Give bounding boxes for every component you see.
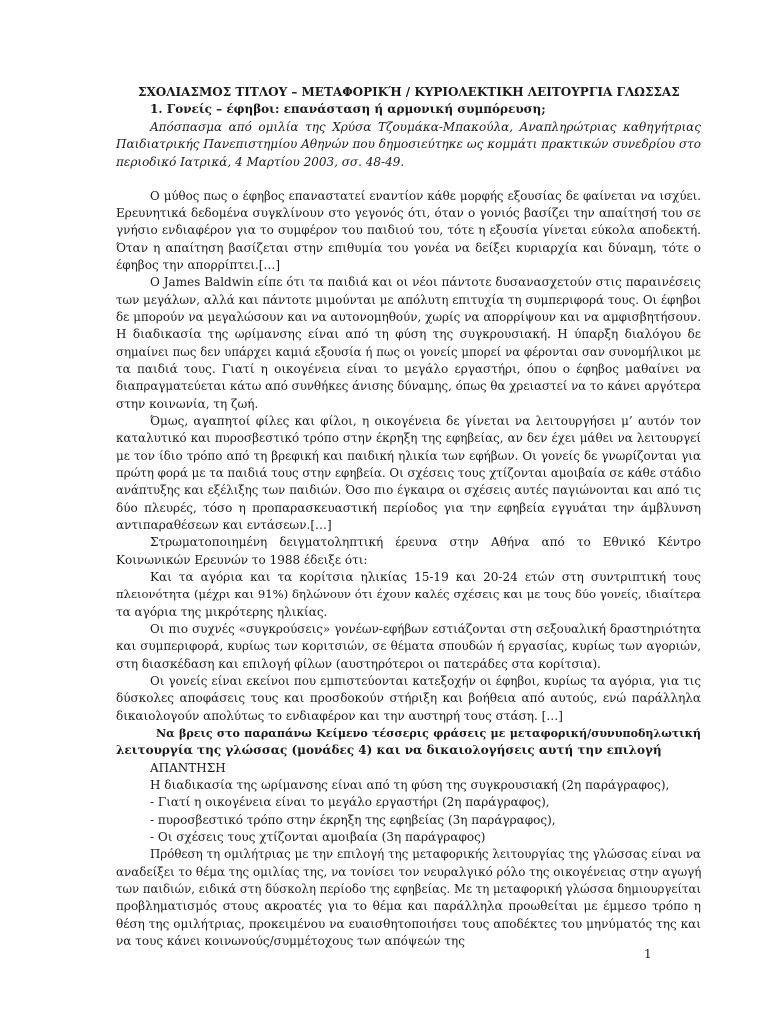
body-line: Οι πιο συχνές «συγκρούσεις» γονέων-εφήβων εστιάζονται στη σεξουαλική δραστηριότητα — [150, 622, 701, 636]
body-line: με τον ίδιο τρόπο από τη βρεφική και παιδική ηλικία των εφήβων. Οι γονείς δε γνωρίζονται για — [116, 449, 701, 463]
body-line: σημαίνει πως δεν υπάρχει καμιά εξουσία ή πως οι γονείς μπορεί να φέρονται σαν συνομήλικοι με — [116, 345, 701, 359]
body-line: Οι γονείς είναι εκείνοι που εμπιστεύονται κατεξοχήν οι έφηβοι, κυρίως τα αγόρια, για τις — [150, 674, 701, 688]
body-line: Ο James Baldwin είπε ότι τα παιδιά και οι νέοι πάντοτε δυσανασχετούν στις παραινέσεις — [150, 275, 701, 289]
body-line: Ο μύθος πως ο έφηβος επαναστατεί εναντίον κάθε μορφής εξουσίας δε φαίνεται να ισχύει. — [150, 189, 701, 203]
task-line: λειτουργία της γλώσσας (μονάδες 4) και να δικαιολογήσεις αυτή την επιλογή — [116, 743, 662, 757]
heading: ΣΧΟΛΙΑΣΜΟΣ ΤΙΤΛΟΥ – ΜΕΤΑΦΟΡΙΚΉ / ΚΥΡΙΟΛΕΚΤΙΚΗ ΛΕΙΤΟΥΡΓΙΑ ΓΛΩΣΣΑΣ — [138, 85, 680, 99]
body-line: καταλυτικό και πυροσβεστικό τρόπο στην έκρηξη της εφηβείας, αν δεν έχει μάθει να λειτουργεί — [116, 431, 701, 445]
body-line: Η διαδικασία της ωρίμανσης είναι από τη φύση της συγκρουσιακή. Η ύπαρξη διαλόγου δε — [116, 327, 701, 341]
answer-line: Πρόθεση τη ομιλήτριας με την επιλογή της μεταφορικής λειτουργίας της γλώσσας είναι να — [150, 847, 701, 861]
body-line: έφηβος την απορρίπτει.[…] — [116, 258, 281, 272]
body-line: των μεγάλων, αλλά και πάντοτε μιμούνται με απόλυτη επιτυχία τη συμπεριφορά τους. Οι έφηβοι — [116, 293, 701, 307]
answer-line: Η διαδικασία της ωρίμανσης είναι από τη φύση της συγκρουσιακή (2η παράγραφος), — [150, 778, 670, 792]
source-line: περιοδικό Ιατρικά, 4 Μαρτίου 2003, σσ. 48-49. — [116, 155, 405, 169]
body-line: στη διασκέδαση και επιλογή φίλων (αυστηρότεροι οι πατεράδες στα κορίτσια). — [116, 657, 601, 671]
answer-line: - Οι σχέσεις τους χτίζονται αμοιβαία (3η παράγραφος) — [150, 830, 486, 844]
task-line: Να βρεις στο παραπάνω Κείμενο τέσσερις φράσεις με μεταφορική/συνυποδηλωτική — [156, 727, 701, 740]
answer-line: - πυροσβεστικό τρόπο στην έκρηξη της εφηβείας (3η παράγραφος), — [150, 813, 556, 827]
body-line: πλειονότητα (μέχρι και 91%) δηλώνουν ότι έχουν καλές σχέσεις και με τους δύο γονείς, ιδιαίτερα — [116, 587, 701, 601]
body-line: Όταν η απαίτηση βασίζεται στην επιθυμία του γονέα να δείξει κυριαρχία και δύναμη, τότε ο — [116, 241, 701, 255]
body-line: και συμπεριφορά, κυρίως των κοριτσιών, σε θέματα σπουδών ή εργασίας, κυρίως των αγοριών, — [116, 639, 701, 653]
answer-line: θέση της ομιλήτριας, προκειμένου να ευαισθητοποιήσει τους αποδέκτες του μηνύματός της και — [116, 917, 701, 931]
body-line: διαπραγματεύεται κάτω από συνθήκες άνισης δύναμης, όπως θα χρειαστεί να το κάνει αργότερα — [116, 379, 701, 393]
source-line: Απόσπασμα από ομιλία της Χρύσα Τζουμάκα-Μπακούλα, Αναπληρώτριας καθηγήτριας — [150, 120, 701, 134]
body-line: ανάπτυξης και εξέλιξης των παιδιών. Όσο πιο έγκαιρα οι σχέσεις αυτές παγιώνονται και από τις — [116, 483, 701, 497]
source-line: Παιδιατρικής Πανεπιστημίου Αθηνών που δημοσιεύτηκε ως κομμάτι πρακτικών συνεδρίου στο — [116, 137, 701, 151]
body-line: γνήσιο ενδιαφέρον για το συμφέρον του παιδιού του, τότε η εξουσία γίνεται εύκολα αποδεκτή. — [116, 223, 701, 237]
body-line: δύσκολες αποφάσεις τους και προσδοκούν στήριξη και βοήθεια από αυτούς, ενώ παράλληλα — [116, 691, 701, 705]
body-line: στην κοινωνία, τη ζωή. — [116, 397, 259, 411]
body-line: πρώτη φορά με τα παιδιά τους στην εφηβεία. Οι σχέσεις τους χτίζονται αμοιβαία σε κάθε στάδιο — [116, 466, 701, 480]
body-line: δικαιολογούν απολύτως το ενδιαφέρον και την αυστηρή τους στάση. […] — [116, 709, 563, 723]
body-line: δε μπορούν να μεγαλώσουν και να αυτονομηθούν, χωρίς να απορρίψουν και να αμφισβητήσουν. — [116, 310, 701, 324]
body-line: Ερευνητικά δεδομένα συγκλίνουν στο γεγονός ότι, όταν ο γονιός βασίζει την απαίτησή του σε — [116, 206, 701, 220]
section-title: 1. Γονείς – έφηβοι: επανάσταση ή αρμονική συμπόρευση; — [150, 102, 546, 116]
answer-line: αναδείξει το θέμα της ομιλίας της, να τονίσει τον νευραλγικό ρόλο της οικογένειας στην αγωγή — [116, 865, 702, 879]
answer-line: - Γιατί η οικογένεια είναι το μεγάλο εργαστήρι (2η παράγραφος), — [150, 795, 550, 809]
answer-line: προβληματισμός στους ακροατές για το θέμα και παράλληλα προωθείται με έμμεσο τρόπο η — [116, 899, 701, 913]
body-line: δύο πλευρές, τόσο η προπαρασκευαστική περίοδος για την εφηβεία εγγυάται την άμβλυνση — [116, 501, 701, 515]
answer-line: των παιδιών, ειδικά στη δύσκολη περίοδο της εφηβείας. Με τη μεταφορική γλώσσα δημιουργείται — [116, 882, 701, 896]
body-line: Κοινωνικών Ερευνών το 1988 έδειξε ότι: — [116, 553, 368, 567]
body-line: Και τα αγόρια και τα κορίτσια ηλικίας 15-19 και 20-24 ετών στη συντριπτική τους — [150, 570, 701, 584]
page-number: 1 — [644, 947, 652, 961]
body-line: Όμως, αγαπητοί φίλες και φίλοι, η οικογένεια δε γίνεται να λειτουργήσει μ’ αυτόν τον — [150, 414, 701, 428]
body-line: τα παιδιά τους. Γιατί η οικογένεια είναι το μεγάλο εργαστήρι, όπου ο έφηβος μαθαίνει να — [116, 362, 701, 376]
answer-line: να τους κάνει κοινωνούς/συμμέτοχους των απόψεών της — [116, 934, 465, 948]
answer-label: ΑΠΑΝΤΗΣΗ — [150, 761, 226, 775]
body-line: Στρωματοποιημένη δειγματοληπτική έρευνα στην Αθήνα από το Εθνικό Κέντρο — [150, 535, 701, 549]
body-line: αντιπαραθέσεων και εντάσεων.[…] — [116, 518, 332, 532]
body-line: τα αγόρια της μικρότερης ηλικίας. — [116, 605, 328, 619]
